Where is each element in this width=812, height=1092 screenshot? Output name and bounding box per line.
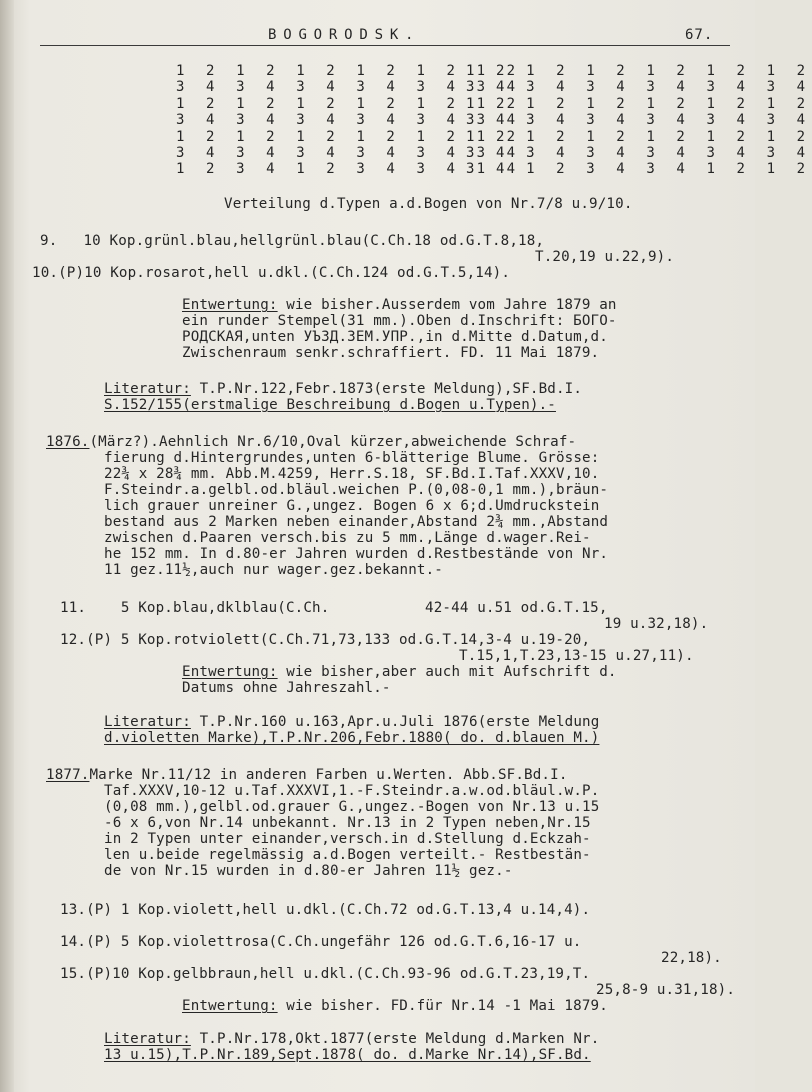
- grid-row: 3 4 3 4 3 4 3 4 3 4 3 4: [176, 112, 522, 129]
- year-label-1877: 1877.: [46, 767, 90, 783]
- text-line: 22,18).: [661, 950, 722, 966]
- text-line: 22¾ x 28¾ mm. Abb.M.4259, Herr.S.18, SF.Bd.I.Taf.XXXV,10.: [104, 466, 600, 482]
- text-line: zwischen d.Paaren versch.bis zu 5 mm.,Länge d.wager.Rei-: [104, 530, 591, 546]
- text-line: 11 gez.11½,auch nur wager.gez.bekannt.-: [104, 562, 443, 578]
- literature-note: Literatur: T.P.Nr.178,Okt.1877(erste Meldung d.Marken Nr.: [104, 1031, 600, 1047]
- grid-row: 1 2 1 2 1 2 1 2 1 2 1 2: [466, 95, 812, 112]
- cancellation-note: Entwertung: wie bisher,aber auch mit Aufschrift d.: [182, 664, 617, 680]
- text-line: T.20,19 u.22,9).: [535, 249, 675, 265]
- text-line: F.Steindr.a.gelbl.od.bläul.weichen P.(0,08-0,1 mm.),bräun-: [104, 482, 609, 498]
- text-line: РОДСКАЯ,unten УЪЗД.ЗЕМ.УПР.,in d.Mitte d.Datum,d.: [182, 329, 608, 345]
- text-line: T.15,1,T.23,13-15 u.27,11).: [459, 648, 694, 664]
- grid-row: 1 2 1 2 1 2 1 2 1 2 1 2: [176, 95, 522, 112]
- text-line: Zwischenraum senkr.schraffiert. FD. 11 Mai 1879.: [182, 345, 600, 361]
- section-label-entwertung: Entwertung:: [182, 297, 278, 313]
- page-binding-shadow: [0, 0, 14, 1092]
- cancellation-note: Entwertung: wie bisher. FD.für Nr.14 -1 Mai 1879.: [182, 998, 608, 1014]
- text-line: ein runder Stempel(31 mm.).Oben d.Inschrift: БОГО-: [182, 313, 617, 329]
- grid-row: 3 4 3 4 3 4 3 4 3 4 3 4: [176, 145, 522, 162]
- text-line: -6 x 6,von Nr.14 unbekannt. Nr.13 in 2 Typen neben,Nr.15: [104, 815, 591, 831]
- text-line: de von Nr.15 wurden in d.80-er Jahren 11½ gez.-: [104, 863, 513, 879]
- grid-row: 3 4 3 4 3 4 3 4 3 4 3 4: [466, 145, 812, 162]
- issue-1877: 1877.Marke Nr.11/12 in anderen Farben u.Werten. Abb.SF.Bd.I.: [46, 767, 568, 783]
- catalog-entry-9: 9. 10 Kop.grünl.blau,hellgrünl.blau(C.Ch.18 od.G.T.8,18,: [40, 233, 545, 249]
- grid-caption: Verteilung d.Typen a.d.Bogen von Nr.7/8 u.9/10.: [224, 196, 633, 212]
- catalog-entry-11: 11. 5 Kop.blau,dklblau(C.Ch. 42-44 u.51 od.G.T.15,: [60, 600, 608, 616]
- catalog-entry-10: 10.(P)10 Kop.rosarot,hell u.dkl.(C.Ch.124 od.G.T.5,14).: [32, 265, 511, 281]
- year-label-1876: 1876.: [46, 434, 90, 450]
- catalog-entry-15: 15.(P)10 Kop.gelbbraun,hell u.dkl.(C.Ch.93-96 od.G.T.23,19,T.: [60, 966, 591, 982]
- section-label-entwertung: Entwertung:: [182, 664, 278, 680]
- grid-row: 1 2 1 2 1 2 1 2 1 2 1 2: [466, 63, 812, 79]
- grid-row: 3 4 1 2 3 4 3 4 1 2 1 2: [466, 161, 812, 178]
- text-line: he 152 mm. In d.80-er Jahren wurden d.Restbestände von Nr.: [104, 546, 609, 562]
- text-line: fierung d.Hintergrundes,unten 6-blätterige Blume. Grösse:: [104, 450, 600, 466]
- cancellation-note: Entwertung: wie bisher.Ausserdem vom Jahre 1879 an: [182, 297, 617, 313]
- literature-note: Literatur: T.P.Nr.122,Febr.1873(erste Meldung),SF.Bd.I.: [104, 381, 583, 397]
- type-grid-right: [466, 63, 812, 178]
- grid-row: 1 2 1 2 1 2 1 2 1 2 1 2: [176, 128, 522, 145]
- text-line: Taf.XXXV,10-12 u.Taf.XXXVI,1.-F.Steindr.a.w.od.bläul.w.P.: [104, 783, 600, 799]
- header-rule: [40, 45, 730, 46]
- page-header-title: BOGORODSK.: [268, 27, 421, 43]
- text-line: d.violetten Marke),T.P.Nr.206,Febr.1880( do. d.blauen M.): [104, 730, 600, 746]
- grid-row: 1 2 3 4 1 2 3 4 3 4 1 4: [176, 161, 522, 178]
- grid-row: 1 2 1 2 1 2 1 2 1 2 1 2: [466, 128, 812, 145]
- issue-1876: 1876.(März?).Aehnlich Nr.6/10,Oval kürzer,abweichende Schraf-: [46, 434, 577, 450]
- text-line: 25,8-9 u.31,18).: [596, 982, 736, 998]
- text-line: 13 u.15),T.P.Nr.189,Sept.1878( do. d.Marke Nr.14),SF.Bd.: [104, 1047, 591, 1063]
- catalog-entry-13: 13.(P) 1 Kop.violett,hell u.dkl.(C.Ch.72 od.G.T.13,4 u.14,4).: [60, 902, 591, 918]
- catalog-entry-14: 14.(P) 5 Kop.violettrosa(C.Ch.ungefähr 126 od.G.T.6,16-17 u.: [60, 934, 582, 950]
- text-line: lich grauer unreiner G.,ungez. Bogen 6 x 6;d.Umdruckstein: [104, 498, 600, 514]
- text-line: in 2 Typen unter einander,versch.in d.Stellung d.Eckzah-: [104, 831, 591, 847]
- literature-note: Literatur: T.P.Nr.160 u.163,Apr.u.Juli 1876(erste Meldung: [104, 714, 600, 730]
- section-label-literatur: Literatur:: [104, 1031, 191, 1047]
- text-line: (0,08 mm.),gelbl.od.grauer G.,ungez.-Bogen von Nr.13 u.15: [104, 799, 600, 815]
- section-label-literatur: Literatur:: [104, 381, 191, 397]
- text-line: len u.beide regelmässig a.d.Bogen verteilt.- Restbestän-: [104, 847, 591, 863]
- text-line: S.152/155(erstmalige Beschreibung d.Bogen u.Typen).-: [104, 397, 556, 413]
- catalog-entry-12: 12.(P) 5 Kop.rotviolett(C.Ch.71,73,133 od.G.T.14,3-4 u.19-20,: [60, 632, 591, 648]
- text-line: 19 u.32,18).: [604, 616, 709, 632]
- grid-row: 1 2 1 2 1 2 1 2 1 2 1 2: [176, 63, 522, 79]
- section-label-literatur: Literatur:: [104, 714, 191, 730]
- section-label-entwertung: Entwertung:: [182, 998, 278, 1014]
- grid-row: 3 4 3 4 3 4 3 4 3 4 3 4: [466, 79, 812, 96]
- text-line: Datums ohne Jahreszahl.-: [182, 680, 391, 696]
- grid-row: 3 4 3 4 3 4 3 4 3 4 3 4: [176, 79, 522, 96]
- text-line: bestand aus 2 Marken neben einander,Abstand 2¾ mm.,Abstand: [104, 514, 609, 530]
- grid-row: 3 4 3 4 3 4 3 4 3 4 3 4: [466, 112, 812, 129]
- page-number: 67.: [685, 27, 714, 43]
